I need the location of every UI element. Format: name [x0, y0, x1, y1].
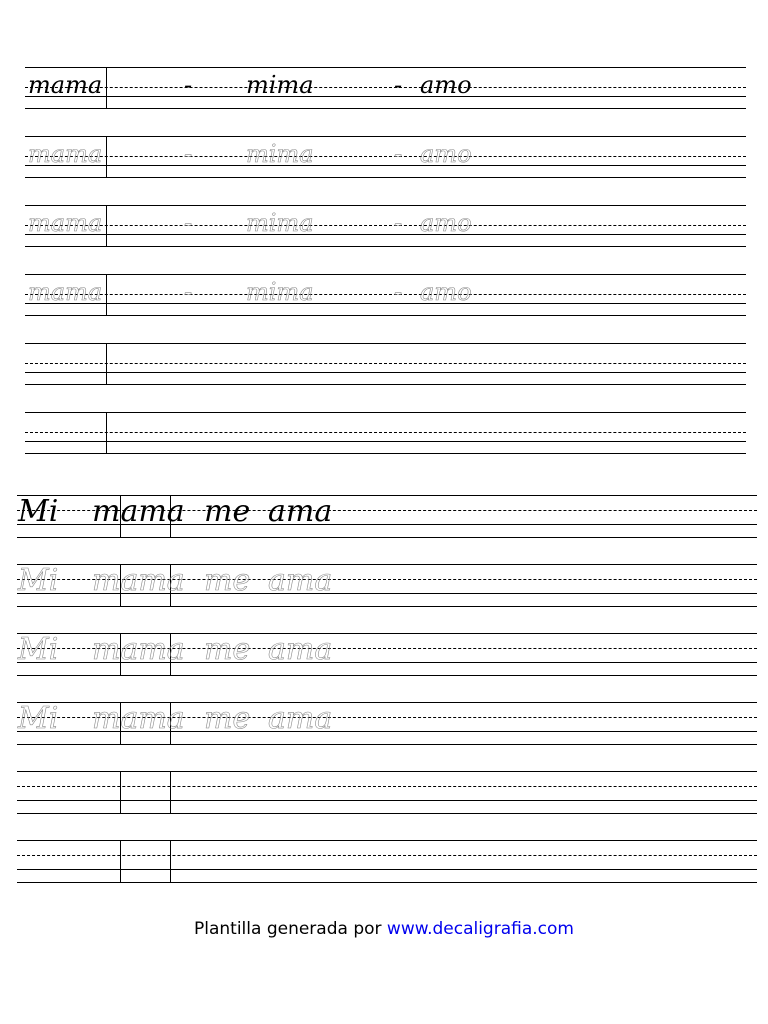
trace-word: Mi: [18, 563, 59, 598]
guide-line: [17, 882, 757, 883]
margin-line: [120, 840, 121, 882]
guide-line: [17, 675, 757, 676]
margin-line: [106, 67, 107, 108]
trace-word: mama: [28, 140, 103, 168]
guide-line: [17, 840, 757, 841]
guide-line-dashed: [25, 87, 746, 88]
model-word: amo: [420, 71, 472, 99]
trace-word: Mi: [18, 632, 59, 667]
model-word: ama: [268, 494, 333, 529]
guide-line: [25, 384, 746, 385]
guide-line: [25, 453, 746, 454]
guide-line-dashed: [17, 786, 757, 787]
trace-word: mama: [28, 278, 103, 306]
guide-line-dashed: [25, 156, 746, 157]
guide-line: [25, 234, 746, 235]
guide-line: [25, 96, 746, 97]
guide-line: [25, 372, 746, 373]
guide-line: [25, 412, 746, 413]
guide-line: [25, 205, 746, 206]
trace-word: -: [394, 278, 403, 306]
trace-word: me: [204, 701, 251, 736]
footer-text: Plantilla generada por: [194, 919, 382, 939]
model-word: -: [394, 71, 403, 99]
guide-line: [17, 813, 757, 814]
guide-line: [25, 303, 746, 304]
trace-word: Mi: [18, 701, 59, 736]
footer-link[interactable]: www.decaligrafia.com: [386, 919, 574, 939]
footer: [0, 919, 768, 939]
guide-line-dashed: [25, 294, 746, 295]
trace-word: -: [184, 140, 193, 168]
guide-line: [25, 67, 746, 68]
trace-word: mama: [92, 563, 185, 598]
margin-line: [106, 274, 107, 315]
guide-line: [25, 108, 746, 109]
trace-word: amo: [420, 209, 472, 237]
guide-line: [17, 537, 757, 538]
trace-word: mima: [246, 209, 314, 237]
guide-line: [17, 869, 757, 870]
guide-line: [25, 315, 746, 316]
guide-line-dashed: [25, 432, 746, 433]
guide-line: [25, 246, 746, 247]
model-word: me: [204, 494, 251, 529]
trace-word: mama: [92, 701, 185, 736]
guide-line-dashed: [25, 363, 746, 364]
trace-word: -: [394, 140, 403, 168]
trace-word: -: [184, 278, 193, 306]
guide-line: [17, 744, 757, 745]
trace-word: ama: [268, 632, 333, 667]
margin-line: [170, 840, 171, 882]
model-word: mama: [28, 71, 103, 99]
trace-word: -: [394, 209, 403, 237]
guide-line: [25, 165, 746, 166]
trace-word: me: [204, 632, 251, 667]
model-word: Mi: [18, 494, 59, 529]
margin-line: [170, 771, 171, 813]
margin-line: [120, 771, 121, 813]
margin-line: [106, 343, 107, 384]
trace-word: mama: [28, 209, 103, 237]
trace-word: amo: [420, 278, 472, 306]
trace-word: mima: [246, 278, 314, 306]
guide-line: [17, 800, 757, 801]
model-word: mama: [92, 494, 185, 529]
trace-word: ama: [268, 701, 333, 736]
guide-line: [25, 177, 746, 178]
guide-line: [17, 771, 757, 772]
guide-line: [25, 136, 746, 137]
trace-word: ama: [268, 563, 333, 598]
trace-word: amo: [420, 140, 472, 168]
guide-line-dashed: [17, 855, 757, 856]
model-word: mima: [246, 71, 314, 99]
guide-line-dashed: [25, 225, 746, 226]
model-word: -: [184, 71, 193, 99]
trace-word: mima: [246, 140, 314, 168]
guide-line: [17, 606, 757, 607]
trace-word: mama: [92, 632, 185, 667]
trace-word: -: [184, 209, 193, 237]
margin-line: [106, 412, 107, 453]
trace-word: me: [204, 563, 251, 598]
guide-line: [25, 274, 746, 275]
margin-line: [106, 136, 107, 177]
guide-line: [25, 343, 746, 344]
margin-line: [106, 205, 107, 246]
guide-line: [25, 441, 746, 442]
